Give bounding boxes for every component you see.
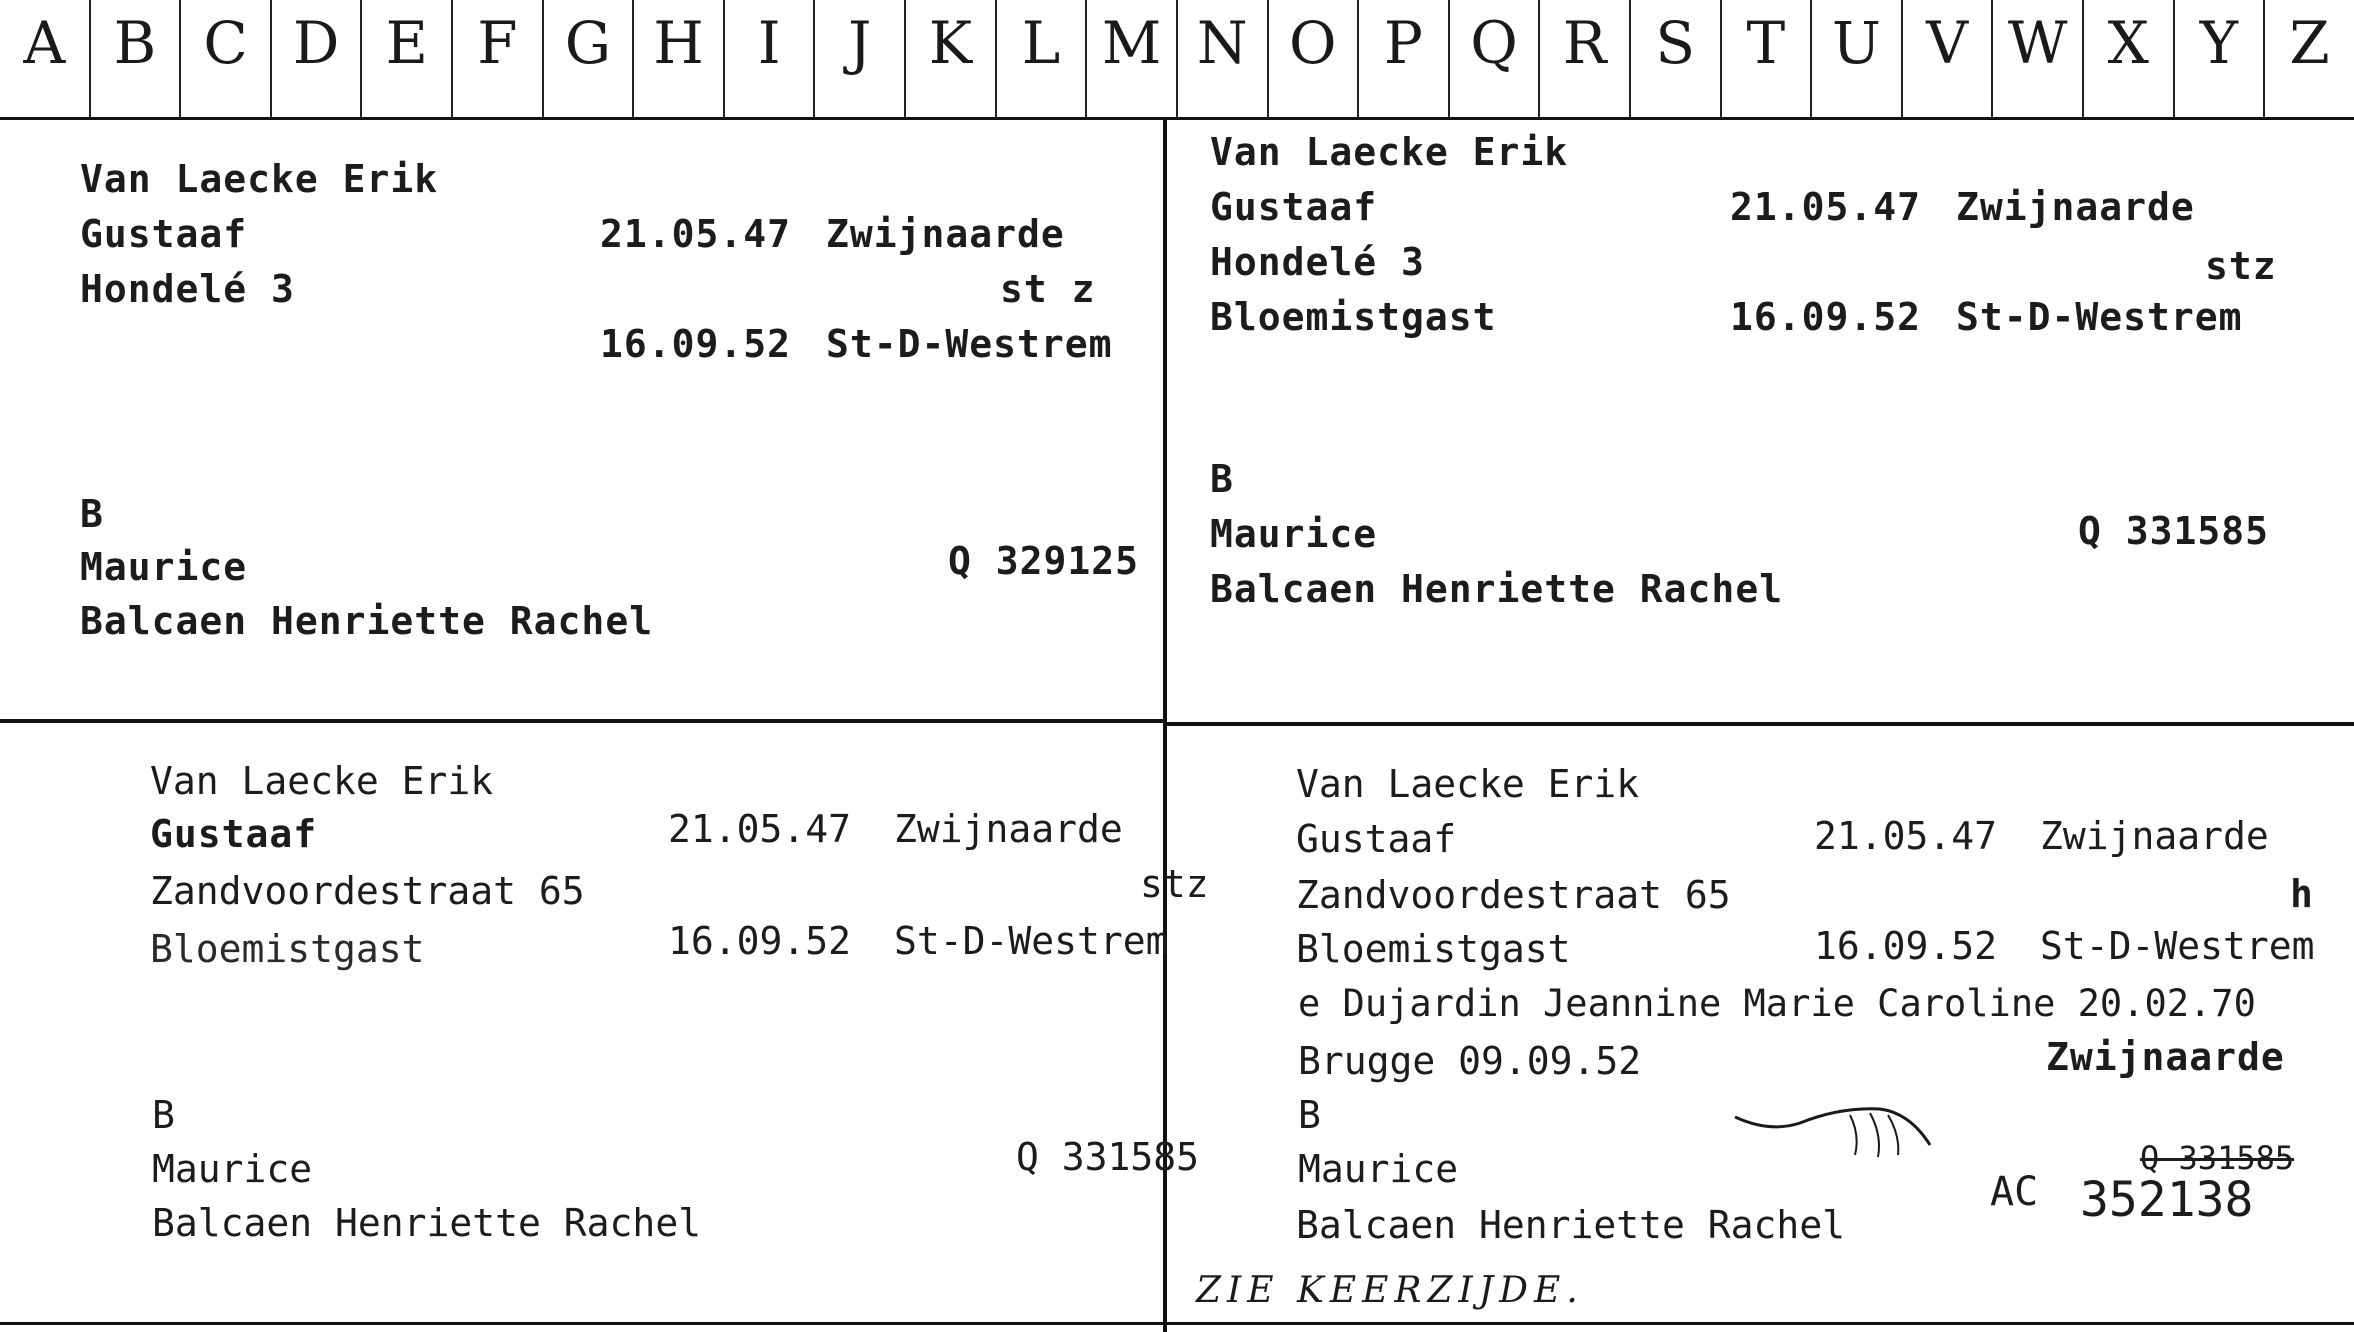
card-father: Maurice (1210, 512, 1378, 556)
alphabet-letter-t[interactable]: T (1722, 0, 1813, 117)
card-mother: Balcaen Henriette Rachel (152, 1201, 702, 1245)
card-address: Zandvoordestraat 65 (150, 869, 585, 913)
card-new-number-prefix: AC (1990, 1169, 2039, 1215)
card-address: Zandvoordestraat 65 (1296, 873, 1731, 917)
card-number: Q 331585 (1016, 1135, 1200, 1179)
alphabet-letter-w[interactable]: W (1993, 0, 2084, 117)
card-first-name: Gustaaf (150, 812, 318, 856)
card-father: Maurice (1298, 1147, 1459, 1191)
card-spouse-place: Brugge 09.09.52 (1298, 1039, 1642, 1083)
alphabet-letter-q[interactable]: Q (1450, 0, 1541, 117)
card-spouse: e Dujardin Jeannine Marie Caroline 20.02.70 (1298, 982, 2256, 1025)
alphabet-letter-n[interactable]: N (1178, 0, 1269, 117)
scribble-arrow-icon (1730, 1095, 1950, 1205)
alphabet-letter-m[interactable]: M (1087, 0, 1178, 117)
card-status: stz (2205, 244, 2277, 288)
alphabet-letter-i[interactable]: I (725, 0, 816, 117)
handwritten-note: ZIE KEERZIJDE. (1196, 1270, 1584, 1311)
alphabet-letter-s[interactable]: S (1631, 0, 1722, 117)
card-code: B (152, 1093, 175, 1137)
alphabet-letter-d[interactable]: D (272, 0, 363, 117)
alphabet-letter-a[interactable]: A (0, 0, 91, 117)
card-date2: 16.09.52 (668, 919, 852, 963)
alphabet-letter-z[interactable]: Z (2289, 9, 2330, 77)
card-place2: St-D-Westrem (894, 919, 1169, 963)
card-birth-place: Zwijnaarde (2040, 814, 2269, 858)
card-date2: 16.09.52 (1730, 295, 1922, 339)
card-birth-place: Zwijnaarde (1956, 185, 2195, 229)
alphabet-letter-o[interactable]: O (1269, 0, 1360, 117)
card-birth-place: Zwijnaarde (826, 212, 1065, 256)
card-code: B (1298, 1093, 1321, 1137)
card-status: st z (1000, 267, 1096, 311)
alphabet-letter-f[interactable]: F (453, 0, 544, 117)
card-father: Maurice (80, 545, 248, 589)
card-street: Bloemistgast (1296, 927, 1571, 971)
card-first-name: Gustaaf (1296, 817, 1457, 861)
card-name: Van Laecke Erik (150, 759, 494, 803)
alphabet-letter-b[interactable]: B (91, 0, 182, 117)
card-birth-date: 21.05.47 (600, 212, 792, 256)
card-place2: St-D-Westrem (1956, 295, 2243, 339)
alphabet-letter-c[interactable]: C (181, 0, 272, 117)
card-street: Bloemistgast (1210, 295, 1497, 339)
alphabet-letter-v[interactable]: V (1903, 0, 1994, 117)
card-status: stz (1140, 862, 1209, 906)
alphabet-letter-l[interactable]: L (997, 0, 1088, 117)
alphabet-letter-p[interactable]: P (1359, 0, 1450, 117)
card-mother: Balcaen Henriette Rachel (80, 599, 654, 643)
card-code: B (80, 492, 104, 536)
alphabet-letter-j[interactable]: J (815, 0, 906, 117)
card-number: Q 329125 (948, 539, 1140, 583)
card-address: Hondelé 3 (1210, 240, 1425, 284)
card-name: Van Laecke Erik (1296, 762, 1640, 806)
bottom-divider (0, 1322, 2354, 1325)
card-date2: 16.09.52 (600, 322, 792, 366)
card-name: Van Laecke Erik (1210, 130, 1569, 174)
horizontal-divider-right (1165, 722, 2354, 726)
card-place2: St-D-Westrem (826, 322, 1113, 366)
card-street: Bloemistgast (150, 927, 425, 971)
card-code: B (1210, 457, 1234, 501)
card-mother: Balcaen Henriette Rachel (1296, 1203, 1846, 1247)
alphabet-index (0, 0, 2354, 120)
card-birth-date: 21.05.47 (668, 807, 852, 851)
card-name: Van Laecke Erik (80, 157, 439, 201)
card-first-name: Gustaaf (80, 212, 248, 256)
card-birth-date: 21.05.47 (1814, 814, 1998, 858)
card-spouse-place2: Zwijnaarde (2046, 1035, 2285, 1079)
card-status: h (2290, 872, 2314, 916)
alphabet-letter-h[interactable]: H (634, 0, 725, 117)
card-mother: Balcaen Henriette Rachel (1210, 567, 1784, 611)
alphabet-letter-u[interactable]: U (1812, 0, 1903, 117)
card-address: Hondelé 3 (80, 267, 295, 311)
card-birth-place: Zwijnaarde (894, 807, 1123, 851)
card-date2: 16.09.52 (1814, 924, 1998, 968)
card-old-number: Q 331585 (2140, 1139, 2295, 1177)
card-new-number: 352138 (2080, 1172, 2254, 1228)
alphabet-letter-r[interactable]: R (1540, 0, 1631, 117)
alphabet-letter-k[interactable]: K (906, 0, 997, 117)
card-birth-date: 21.05.47 (1730, 185, 1922, 229)
alphabet-letter-e[interactable]: E (362, 0, 453, 117)
card-place2: St-D-Westrem (2040, 924, 2315, 968)
alphabet-letter-y[interactable]: Y (2175, 0, 2266, 117)
horizontal-divider-left (0, 719, 1165, 723)
card-number: Q 331585 (2078, 509, 2270, 553)
alphabet-letter-x[interactable]: X (2084, 0, 2175, 117)
card-first-name: Gustaaf (1210, 185, 1378, 229)
alphabet-letter-g[interactable]: G (544, 0, 635, 117)
card-father: Maurice (152, 1147, 313, 1191)
